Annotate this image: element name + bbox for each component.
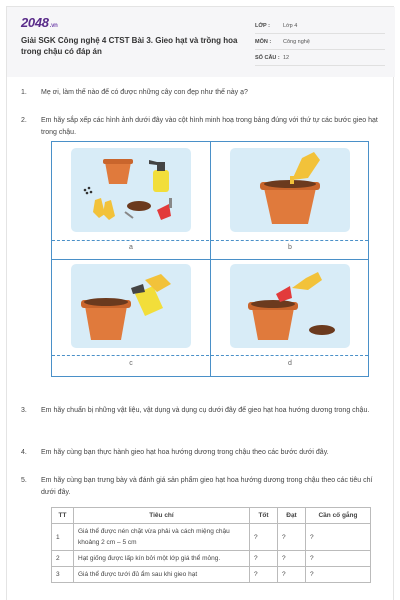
table-cell: ?	[278, 524, 306, 551]
table-header-row	[52, 508, 371, 524]
table-header-cell: Cần cố gắng	[306, 508, 371, 524]
figure-label-d: d	[288, 360, 292, 367]
figure-dashed-line	[52, 240, 368, 241]
empty-pot-icon	[103, 159, 133, 184]
watering-illustration	[71, 264, 191, 348]
spray-bottle-icon	[131, 274, 171, 316]
table-cell: ?	[250, 524, 278, 551]
table-cell: ?	[306, 524, 371, 551]
table-row	[52, 551, 371, 567]
pot-with-soil-icon	[81, 298, 131, 340]
panel-c-watering	[71, 264, 191, 348]
question-2	[21, 115, 383, 139]
table-cell: Giá thể được nén chặt vừa phải và cách miệng chậu khoảng 2 cm – 5 cm	[74, 524, 250, 551]
table-cell: Hạt giống được lấp kín bởi một lớp giá thể mỏng.	[74, 551, 250, 567]
figure-divider-horizontal	[52, 259, 368, 260]
table-cell: ?	[250, 567, 278, 583]
meta-label: SỐ CÂU :	[255, 55, 280, 61]
meta-row-count	[255, 51, 385, 66]
document-page	[6, 6, 394, 600]
question-number: 4.	[21, 449, 27, 456]
spray-bottle-icon	[149, 160, 169, 192]
question-3	[21, 405, 383, 417]
question-text: Mẹ ơi, làm thế nào để có được những cây con đẹp như thế này ạ?	[41, 89, 248, 96]
soil-pile-icon	[309, 325, 335, 335]
gloved-hand-icon	[292, 272, 322, 290]
trowel-icon	[276, 286, 292, 302]
document-title: Giải SGK Công nghệ 4 CTST Bài 3. Gieo hạt và trồng hoa trong chậu có đáp án	[21, 36, 238, 56]
meta-label: LỚP :	[255, 23, 270, 29]
table-header-cell: Đạt	[278, 508, 306, 524]
question-text: Em hãy sắp xếp các hình ảnh dưới đây vào cột hình minh hoạ trong bảng đúng với thứ tự các bước gieo hạt trong chậu.	[41, 117, 378, 136]
question-number: 2.	[21, 117, 27, 124]
question-number: 1.	[21, 89, 27, 96]
soil-icon	[127, 201, 151, 211]
meta-value: 12	[283, 55, 290, 61]
table-row	[52, 567, 371, 583]
meta-row-subject	[255, 35, 385, 50]
seeding-steps-figure	[51, 141, 369, 377]
pot-with-soil-icon	[248, 300, 298, 340]
panel-d-add-soil	[230, 264, 350, 348]
meta-row-grade	[255, 19, 385, 34]
table-cell: ?	[278, 567, 306, 583]
figure-label-b: b	[288, 244, 292, 251]
gloves-icon	[93, 198, 115, 220]
press-soil-illustration	[230, 148, 350, 232]
figure-label-c: c	[129, 360, 133, 367]
table-cell: 1	[52, 524, 74, 551]
meta-label: MÔN :	[255, 39, 272, 45]
small-shovel-icon	[125, 212, 133, 218]
question-number: 3.	[21, 407, 27, 414]
table-header-cell: TT	[52, 508, 74, 524]
table-cell: 2	[52, 551, 74, 567]
table-row	[52, 524, 371, 551]
logo-text: 2048	[21, 15, 49, 30]
question-text: Em hãy cùng bạn thực hành gieo hạt hoa hướng dương trong chậu theo các bước dưới đây.	[41, 449, 329, 456]
table-header-cell: Tiêu chí	[74, 508, 250, 524]
document-header	[7, 7, 395, 77]
table-cell: ?	[306, 567, 371, 583]
table-cell: 3	[52, 567, 74, 583]
question-5	[21, 475, 383, 499]
evaluation-table	[51, 507, 371, 583]
add-soil-illustration	[230, 264, 350, 348]
question-1	[21, 87, 383, 99]
panel-b-press-soil	[230, 148, 350, 232]
trowel-icon	[157, 198, 172, 220]
question-text: Em hãy chuẩn bị những vật liệu, vật dụng và dụng cụ dưới đây để gieo hạt hoa hướng dương trong chậu.	[41, 407, 370, 414]
table-cell: ?	[278, 551, 306, 567]
figure-dashed-line	[52, 355, 368, 356]
meta-info	[255, 19, 385, 67]
meta-value: Công nghệ	[283, 39, 310, 45]
question-number: 5.	[21, 477, 27, 484]
seeds-icon	[84, 187, 93, 195]
pot-with-soil-icon	[260, 180, 320, 224]
panel-a-materials	[71, 148, 191, 232]
table-header-cell: Tốt	[250, 508, 278, 524]
question-text: Em hãy cùng bạn trưng bày và đánh giá sản phẩm gieo hạt hoa hướng dương trong chậu theo các tiêu chí dưới đây.	[41, 477, 373, 496]
table-cell: ?	[306, 551, 371, 567]
materials-illustration	[71, 148, 191, 232]
table-cell: ?	[250, 551, 278, 567]
meta-value: Lớp 4	[283, 23, 298, 29]
site-logo[interactable]	[21, 15, 58, 30]
gloved-hand-icon	[290, 152, 320, 184]
question-4	[21, 447, 383, 459]
table-cell: Giá thể được tưới đủ ẩm sau khi gieo hạt	[74, 567, 250, 583]
logo-suffix: .vn	[49, 23, 58, 29]
figure-label-a: a	[129, 244, 133, 251]
